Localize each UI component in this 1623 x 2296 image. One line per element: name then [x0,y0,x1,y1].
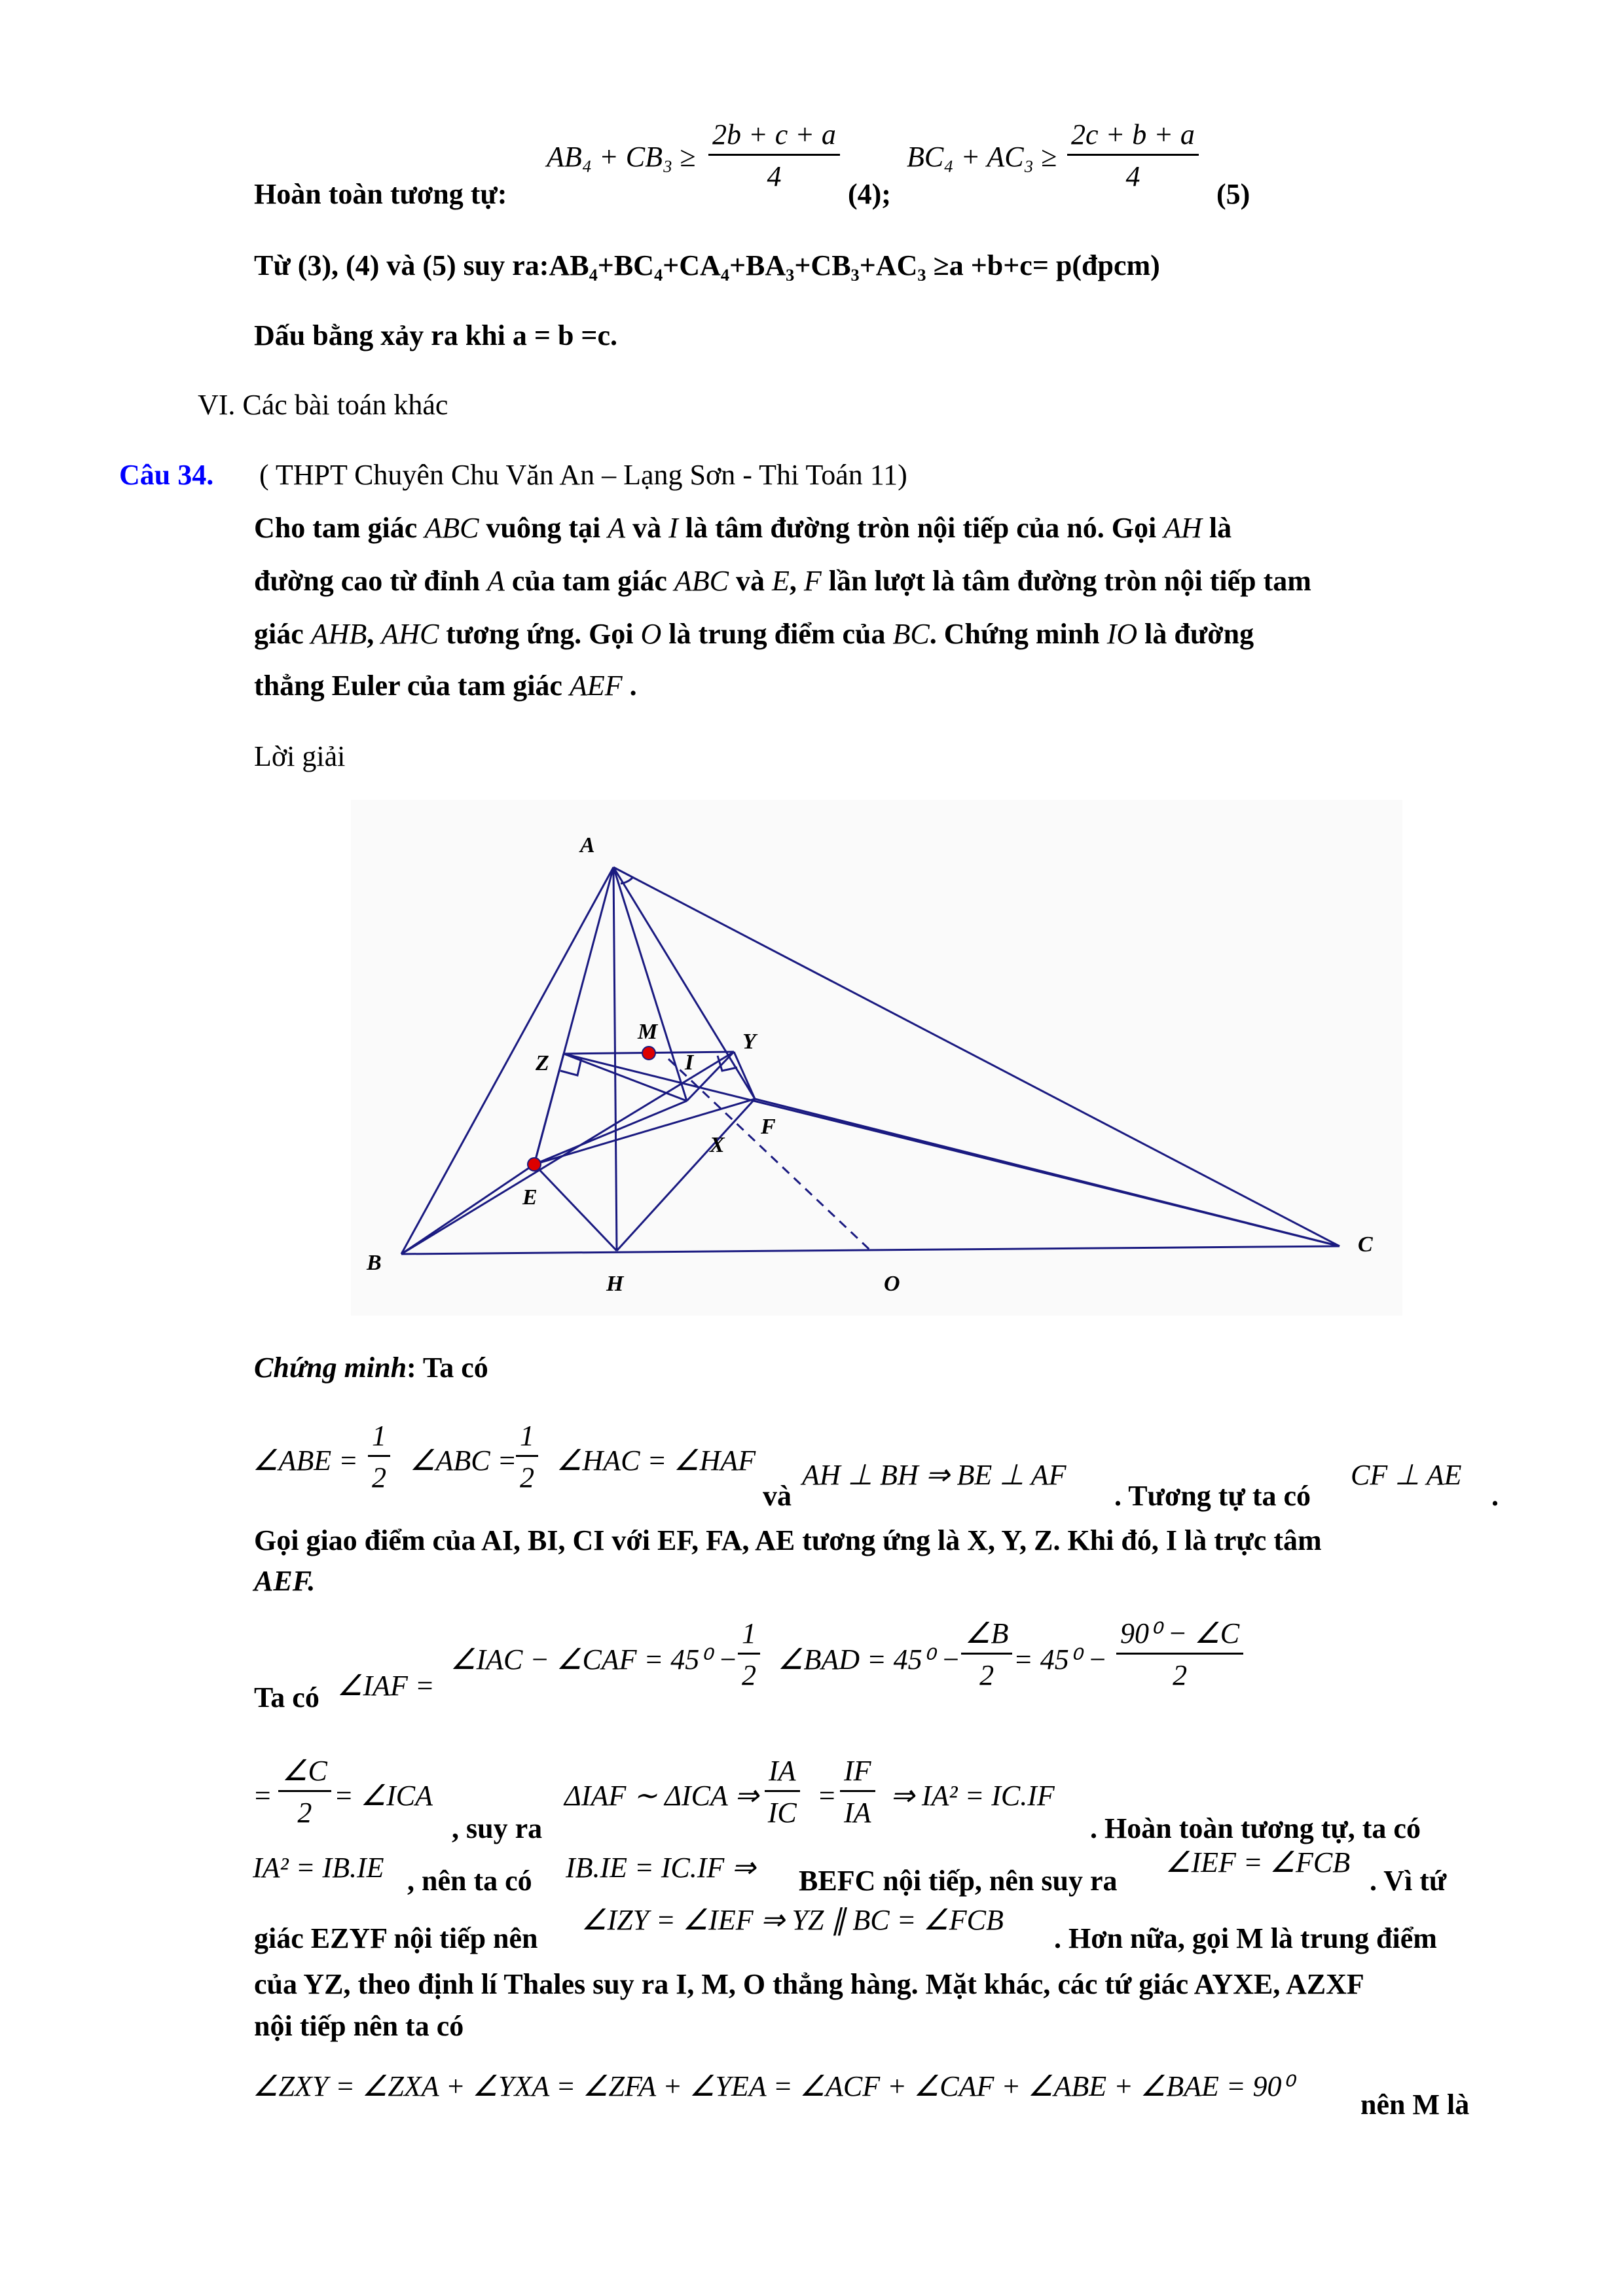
eq1-part-a: ∠ABE = [253,1444,358,1477]
eq1-frac-2: $\frac{1}{2}$ [516,1419,538,1494]
eq3-mid: = [817,1780,837,1812]
line6-text2: . Hơn nữa, gọi M là trung điểm [1054,1922,1437,1954]
label-o: O [884,1272,900,1296]
line5-text2: BEFC nội tiếp, nên suy ra [799,1865,1118,1897]
solution-heading: Lời giải [254,740,346,772]
proof-intro: Chứng minh: Ta có [254,1352,488,1384]
eq3-ica: = ∠ICA [334,1780,433,1812]
side-bc [401,1246,1340,1254]
label-z: Z [536,1051,549,1075]
line5-ia: IA² = IB.IE [253,1852,384,1884]
line8: nội tiếp nên ta có [254,2010,464,2042]
fraction-5-denominator: 4 [1125,160,1140,192]
label-y: Y [742,1030,756,1054]
label-a: A [580,833,595,857]
inequality-4-lhs: AB₄ + CB₃ ≥ [547,141,696,173]
eq2-part-c: ∠BAD = 45⁰ − [778,1643,960,1676]
label-b: B [367,1251,382,1275]
fraction-4-denominator: 4 [767,160,782,192]
line5-ib: IB.IE = IC.IF ⇒ [566,1852,756,1884]
inequality-5-lhs: BC₄ + AC₃ ≥ [907,141,1057,173]
fraction-4 [708,118,840,193]
line9-text: nên M là [1360,2089,1470,2121]
eq2-frac-3: $\frac{\text{90⁰ − ∠C}}{2}$ [1116,1617,1243,1692]
eq3-frac-if-ia: $\frac{IF}{IA}$ [840,1754,875,1829]
label-h: H [606,1272,624,1296]
point-m [642,1047,655,1060]
statement-aef: AEF. [254,1565,316,1597]
eq3-similar: ΔIAF ∼ ΔICA ⇒ [564,1780,759,1812]
equation-tag-5: (5) [1216,178,1250,210]
problem-line-4: thẳng Euler của tam giác AEF . [254,670,637,702]
eq1-perp-cf: CF ⊥ AE [1351,1459,1462,1491]
line6-text1: giác EZYF nội tiếp nên [254,1922,538,1954]
right-angle-z [560,1058,581,1075]
side-ac [613,867,1340,1246]
eq2-label: Ta có [254,1681,319,1713]
segment-yf [734,1052,755,1099]
problem-line-2: đường cao từ đỉnh A của tam giác ABC và E, F lần lượt là tâm đường tròn nội tiếp tam [254,565,1311,597]
similar-label: Hoàn toàn tương tự: [254,178,507,210]
line5-iefc: ∠IEF = ∠FCB [1165,1846,1351,1878]
eq3-suy-ra: , suy ra [452,1812,543,1844]
eq2-lhs: ∠IAF = [337,1670,435,1702]
fraction-4-numerator: 2b + c + a [708,118,840,156]
segment-yb [401,1052,734,1254]
segment-ax [613,867,687,1101]
fraction-5-numerator: 2c + b + a [1067,118,1199,156]
section-heading: VI. Các bài toán khác [198,389,448,421]
label-c: C [1358,1232,1373,1257]
segment-af [613,867,755,1099]
eq3-frac-c: $\frac{\angle C}{2}$ [278,1754,331,1829]
label-e: E [522,1185,538,1210]
line7: của YZ, theo định lí Thales suy ra I, M, O thẳng hàng. Mặt khác, các tứ giác AYXE, AZXF [254,1968,1364,2000]
line5-text1: , nên ta có [407,1865,532,1897]
eq3-frac-ia-ic: $\frac{IA}{IC}$ [765,1754,800,1829]
line6-expr: ∠IZY = ∠IEF ⇒ YZ ∥ BC = ∠FCB [581,1904,1004,1936]
segment-eb [401,1164,534,1254]
eq3-eq: = [253,1780,272,1812]
label-m: M [638,1020,658,1044]
label-f: F [761,1115,776,1139]
problem-source: ( THPT Chuyên Chu Văn An – Lạng Sơn - Thi Toán 11) [259,459,907,491]
line9-expr: ∠ZXY = ∠ZXA + ∠YXA = ∠ZFA + ∠YEA = ∠ACF + ∠CAF + ∠ABE + ∠BAE = 90⁰ [253,2070,1294,2102]
statement-intersections: Gọi giao điểm của AI, BI, CI với EF, FA, AE tương ứng là X, Y, Z. Khi đó, I là trực tâm [254,1524,1322,1556]
segment-zx [564,1054,687,1101]
eq1-part-b: ∠ABC = [410,1444,517,1477]
equation-tag-4: (4); [848,178,891,210]
problem-line-3: giác AHB, AHC tương ứng. Gọi O là trung điểm của BC. Chứng minh IO là đường [254,618,1254,650]
eq2-part-b: ∠IAC − ∠CAF = 45⁰ − [450,1643,738,1676]
label-i: I [685,1050,694,1075]
eq1-frac-1: $\frac{1}{2}$ [368,1419,390,1494]
point-e [528,1158,541,1171]
eq1-part-c: ∠HAC = ∠HAF [556,1444,756,1477]
eq1-perp: AH ⊥ BH ⇒ BE ⊥ AF [802,1459,1067,1491]
label-x: X [710,1133,725,1157]
segment-eh [534,1164,617,1251]
conclusion-line: Từ (3), (4) và (5) suy ra:AB₄+BC₄+CA₄+BA₃+CB₃+AC₃ ≥a +b+c= p(đpcm) [254,249,1160,281]
equality-condition: Dấu bằng xảy ra khi a = b =c. [254,319,618,351]
fraction-5 [1067,118,1199,193]
eq2-part-e: = 45⁰ − [1013,1643,1108,1676]
geometry-svg [351,800,1402,1316]
problem-line-1: Cho tam giác ABC vuông tại A và I là tâm đường tròn nội tiếp của nó. Gọi AH là [254,512,1232,544]
eq3-similarly: . Hoàn toàn tương tự, ta có [1090,1812,1421,1844]
eq3-power: ⇒ IA² = IC.IF [890,1780,1055,1812]
segment-ex [534,1101,687,1164]
eq1-and: và [763,1480,792,1512]
eq2-frac-1: $\frac{1}{2}$ [738,1617,760,1692]
problem-label: Câu 34. [119,459,214,491]
geometry-figure [351,800,1402,1316]
eq2-frac-2: $\frac{\angle B}{2}$ [961,1617,1012,1692]
eq1-similar: . Tương tự ta có [1114,1480,1311,1512]
eq1-end: . [1491,1480,1499,1512]
line5-text3: . Vì tứ [1370,1865,1447,1897]
altitude-ah [613,867,617,1251]
